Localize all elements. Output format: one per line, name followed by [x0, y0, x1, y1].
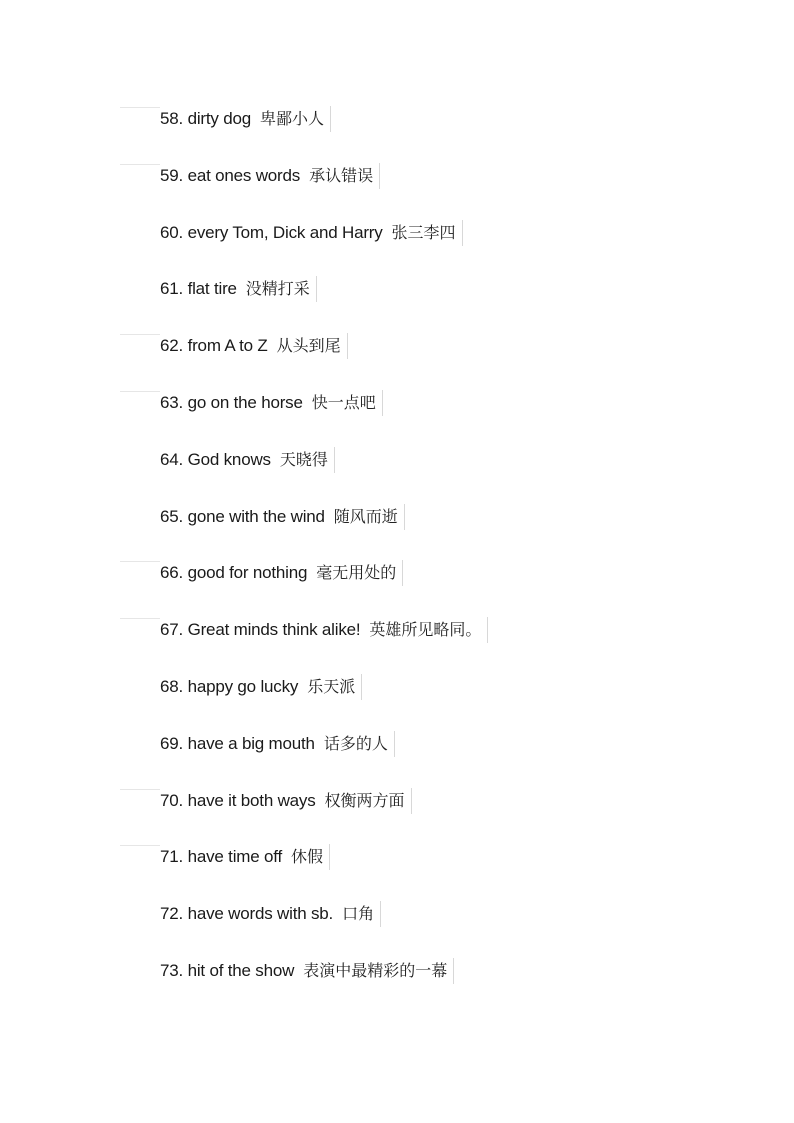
line-rule: [120, 618, 160, 619]
list-item: [160, 560, 403, 586]
idiom-phrase: happy go lucky: [187, 677, 299, 696]
idiom-phrase: eat ones words: [187, 166, 301, 185]
item-number: 60.: [160, 223, 184, 242]
idiom-english: [160, 734, 315, 753]
item-number: 62.: [160, 336, 184, 355]
idiom-english: [160, 393, 303, 412]
line-rule: [120, 391, 160, 392]
idiom-english: [160, 904, 333, 923]
idiom-english: [160, 279, 237, 298]
item-number: 64.: [160, 450, 184, 469]
item-number: 73.: [160, 961, 184, 980]
idiom-phrase: have words with sb.: [187, 904, 334, 923]
line-rule: [120, 334, 160, 335]
idiom-english: [160, 847, 282, 866]
idiom-english: [160, 677, 298, 696]
list-item: [160, 958, 454, 984]
list-item: [160, 220, 463, 246]
list-item: [160, 390, 383, 416]
item-number: 68.: [160, 677, 184, 696]
idiom-chinese: 张三李四: [391, 223, 456, 242]
idiom-chinese: 天晓得: [279, 450, 328, 469]
line-rule: [120, 789, 160, 790]
line-rule: [120, 107, 160, 108]
list-item: [160, 276, 317, 302]
list-item: [160, 333, 348, 359]
line-rule: [120, 561, 160, 562]
idiom-english: [160, 961, 294, 980]
item-number: 66.: [160, 563, 184, 582]
idiom-phrase: from A to Z: [187, 336, 268, 355]
list-item: [160, 844, 330, 870]
item-number: 72.: [160, 904, 184, 923]
item-number: 63.: [160, 393, 184, 412]
idiom-chinese: 随风而逝: [333, 507, 398, 526]
item-number: 70.: [160, 791, 184, 810]
idiom-chinese: 话多的人: [323, 734, 388, 753]
idiom-chinese: 卑鄙小人: [259, 109, 324, 128]
idiom-english: [160, 223, 383, 242]
idiom-english: [160, 507, 325, 526]
idiom-chinese: 毫无用处的: [316, 563, 397, 582]
list-item: [160, 447, 335, 473]
idiom-english: [160, 563, 307, 582]
list-item: [160, 106, 331, 132]
list-item: [160, 788, 412, 814]
idiom-english: [160, 450, 271, 469]
idiom-english: [160, 791, 316, 810]
idiom-chinese: 休假: [291, 847, 324, 866]
list-item: [160, 901, 381, 927]
idiom-phrase: have it both ways: [187, 791, 316, 810]
idiom-english: [160, 166, 300, 185]
idiom-chinese: 乐天派: [307, 677, 356, 696]
idiom-phrase: go on the horse: [187, 393, 303, 412]
item-number: 67.: [160, 620, 184, 639]
idiom-chinese: 快一点吧: [311, 393, 376, 412]
idiom-phrase: flat tire: [187, 279, 237, 298]
idiom-phrase: hit of the show: [187, 961, 295, 980]
list-item: [160, 617, 488, 643]
list-item: [160, 163, 380, 189]
idiom-phrase: good for nothing: [187, 563, 308, 582]
idiom-chinese: 权衡两方面: [324, 791, 405, 810]
list-item: [160, 731, 395, 757]
idiom-chinese: 没精打采: [245, 279, 310, 298]
idiom-chinese: 表演中最精彩的一幕: [303, 961, 448, 980]
idiom-english: [160, 336, 268, 355]
idiom-chinese: 承认错误: [309, 166, 374, 185]
idiom-phrase: gone with the wind: [187, 507, 325, 526]
item-number: 59.: [160, 166, 184, 185]
idiom-chinese: 从头到尾: [276, 336, 341, 355]
idiom-english: [160, 620, 360, 639]
list-item: [160, 504, 405, 530]
item-number: 71.: [160, 847, 184, 866]
idiom-phrase: every Tom, Dick and Harry: [187, 223, 383, 242]
idiom-chinese: 英雄所见略同。: [369, 620, 482, 639]
idiom-chinese: 口角: [342, 904, 375, 923]
idiom-phrase: Great minds think alike!: [187, 620, 361, 639]
line-rule: [120, 845, 160, 846]
line-rule: [120, 164, 160, 165]
item-number: 65.: [160, 507, 184, 526]
item-number: 61.: [160, 279, 184, 298]
idiom-phrase: dirty dog: [187, 109, 251, 128]
idiom-english: [160, 109, 251, 128]
item-number: 69.: [160, 734, 184, 753]
idiom-phrase: have time off: [187, 847, 282, 866]
idiom-phrase: have a big mouth: [187, 734, 315, 753]
list-item: [160, 674, 362, 700]
idiom-phrase: God knows: [187, 450, 271, 469]
item-number: 58.: [160, 109, 184, 128]
